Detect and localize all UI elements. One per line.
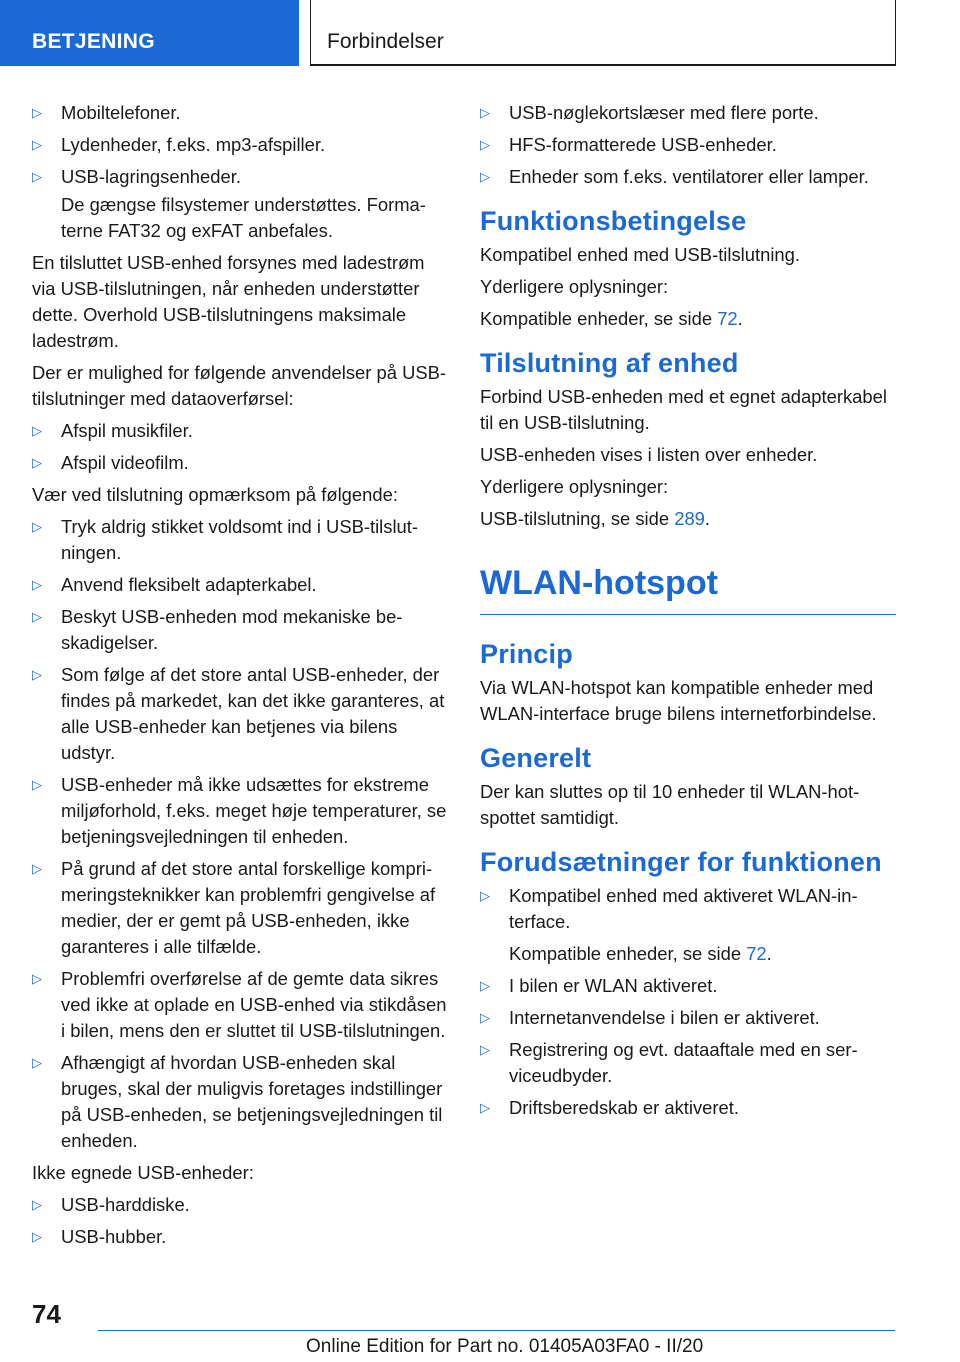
list-item: ▷ Kompatibel enhed med aktiveret WLAN-interface.	[480, 885, 858, 932]
triangle-bullet-icon: ▷	[32, 577, 42, 592]
page-link[interactable]: 72	[746, 943, 767, 964]
paragraph: Kompatibel enhed med USB-tilslutning.	[480, 244, 800, 265]
heading-tilslutning: Tilslutning af enhed	[480, 348, 739, 378]
right-column	[480, 100, 896, 1127]
triangle-bullet-icon: ▷	[32, 423, 42, 438]
triangle-bullet-icon: ▷	[32, 667, 42, 682]
triangle-bullet-icon: ▷	[32, 1197, 42, 1212]
list-item: ▷ Anvend fleksibelt adapterkabel.	[32, 572, 450, 598]
chapter-title: Forbindelser	[327, 30, 444, 53]
cross-reference: Kompatible enheder, se side 72.	[509, 943, 772, 964]
list-item: ▷ Lydenheder, f.eks. mp3-afspiller.	[32, 132, 450, 158]
triangle-bullet-icon: ▷	[480, 169, 490, 184]
paragraph: Der kan sluttes op til 10 enheder til WLAN-hotspottet samtidigt.	[480, 781, 860, 828]
triangle-bullet-icon: ▷	[32, 455, 42, 470]
list-item: ▷ Registrering og evt. dataaftale med en serviceudbyder.	[480, 1039, 858, 1086]
heading-princip: Princip	[480, 639, 573, 669]
list-item: ▷ USB-hubber.	[32, 1224, 450, 1250]
paragraph: USB-enheden vises i listen over enheder.	[480, 444, 818, 465]
paragraph: En tilsluttet USB-enhed forsynes med ladestrøm via USB-tilslutningen, når enheden understøtter dette. Overhold USB-tilslutningens maksimale ladestrøm.	[32, 252, 425, 351]
triangle-bullet-icon: ▷	[32, 519, 42, 534]
paragraph: Via WLAN-hotspot kan kompatible enheder med WLAN-interface bruge bilens internetforbindelse.	[480, 677, 877, 724]
footer-edition: Online Edition for Part no. 01405A03FA0 - II/20	[306, 1336, 704, 1357]
paragraph: Forbind USB-enheden med et egnet adapterkabel til en USB-tilslutning.	[480, 386, 887, 433]
triangle-bullet-icon: ▷	[480, 888, 490, 903]
section-tab	[0, 0, 299, 66]
triangle-bullet-icon: ▷	[480, 137, 490, 152]
triangle-bullet-icon: ▷	[480, 1010, 490, 1025]
page-header	[0, 0, 960, 66]
list-item: ▷ USB-enheder må ikke udsættes for ekstreme miljøforhold, f.eks. meget høje temperaturer, se betjeningsvejledningen til enheden.	[32, 774, 447, 847]
list-item: ▷ Som følge af det store antal USB-enheder, der findes på markedet, kan det ikke garanteres, at alle USB-enheder kan betjenes via bilens udstyr.	[32, 664, 445, 763]
paragraph: Der er mulighed for følgende anvendelser på USB-tilslutninger med dataoverførsel:	[32, 362, 447, 409]
cross-reference: Kompatible enheder, se side 72.	[480, 308, 743, 329]
paragraph: Yderligere oplysninger:	[480, 276, 669, 297]
cross-reference: USB-tilslutning, se side 289.	[480, 508, 711, 529]
triangle-bullet-icon: ▷	[480, 105, 490, 120]
paragraph: Yderligere oplysninger:	[480, 476, 669, 497]
triangle-bullet-icon: ▷	[32, 105, 42, 120]
page-number: 74	[32, 1299, 61, 1329]
list-item: ▷ Driftsberedskab er aktiveret.	[480, 1095, 896, 1121]
triangle-bullet-icon: ▷	[32, 1055, 42, 1070]
list-item: ▷ Beskyt USB-enheden mod mekaniske beskadigelser.	[32, 606, 403, 653]
list-item: ▷ Mobiltelefoner.	[32, 100, 450, 126]
list-item: ▷ Enheder som f.eks. ventilatorer eller lamper.	[480, 164, 896, 190]
page-link[interactable]: 72	[717, 308, 738, 329]
triangle-bullet-icon: ▷	[32, 1229, 42, 1244]
page-link[interactable]: 289	[674, 508, 705, 529]
section-title: BETJENING	[32, 30, 155, 53]
triangle-bullet-icon: ▷	[32, 971, 42, 986]
list-item: ▷ Afhængigt af hvordan USB-enheden skal bruges, skal der muligvis foretages indstillinger på USB-enheden, se betjeningsvejledningen til enheden.	[32, 1052, 443, 1151]
triangle-bullet-icon: ▷	[480, 1100, 490, 1115]
list-item: ▷ USB-nøglekortslæser med flere porte.	[480, 100, 896, 126]
triangle-bullet-icon: ▷	[32, 137, 42, 152]
list-item: ▷ Afspil videofilm.	[32, 450, 450, 476]
triangle-bullet-icon: ▷	[480, 978, 490, 993]
heading-wlan-hotspot: WLAN-hotspot	[480, 562, 896, 615]
left-column	[32, 100, 450, 1256]
heading-generelt: Generelt	[480, 743, 592, 773]
chapter-tab	[310, 0, 896, 66]
triangle-bullet-icon: ▷	[32, 169, 42, 184]
paragraph: Vær ved tilslutning opmærksom på følgende:	[32, 484, 398, 505]
list-item: ▷ På grund af det store antal forskellige komprimeringsteknikker kan problemfri gengivelse af medier, der er gemt på USB-enheden, ikke garanteres i alle tilfælde.	[32, 858, 436, 957]
triangle-bullet-icon: ▷	[32, 609, 42, 624]
triangle-bullet-icon: ▷	[480, 1042, 490, 1057]
list-item: ▷ Tryk aldrig stikket voldsomt ind i USB-tilslutningen.	[32, 516, 419, 563]
heading-forudsaetninger: Forudsætninger for funktionen	[480, 847, 882, 877]
list-item: ▷ Internetanvendelse i bilen er aktiveret.	[480, 1005, 896, 1031]
footer-divider	[98, 1330, 895, 1331]
paragraph: Ikke egnede USB-enheder:	[32, 1162, 254, 1183]
list-item: ▷ I bilen er WLAN aktiveret.	[480, 973, 896, 999]
list-item: ▷ USB-lagringsenheder.	[32, 164, 450, 190]
list-item-note: De gængse filsystemer understøttes. Formaterne FAT32 og exFAT anbefales.	[61, 194, 426, 241]
list-item: ▷ Problemfri overførelse af de gemte data sikres ved ikke at oplade en USB-enhed via stikdåsen i bilen, mens den er sluttet til USB-tilslutningen.	[32, 968, 447, 1041]
list-item: ▷ HFS-formatterede USB-enheder.	[480, 132, 896, 158]
triangle-bullet-icon: ▷	[32, 861, 42, 876]
list-item: ▷ Afspil musikfiler.	[32, 418, 450, 444]
heading-funktionsbetingelse: Funktionsbetingelse	[480, 206, 747, 236]
triangle-bullet-icon: ▷	[32, 777, 42, 792]
list-item: ▷ USB-harddiske.	[32, 1192, 450, 1218]
